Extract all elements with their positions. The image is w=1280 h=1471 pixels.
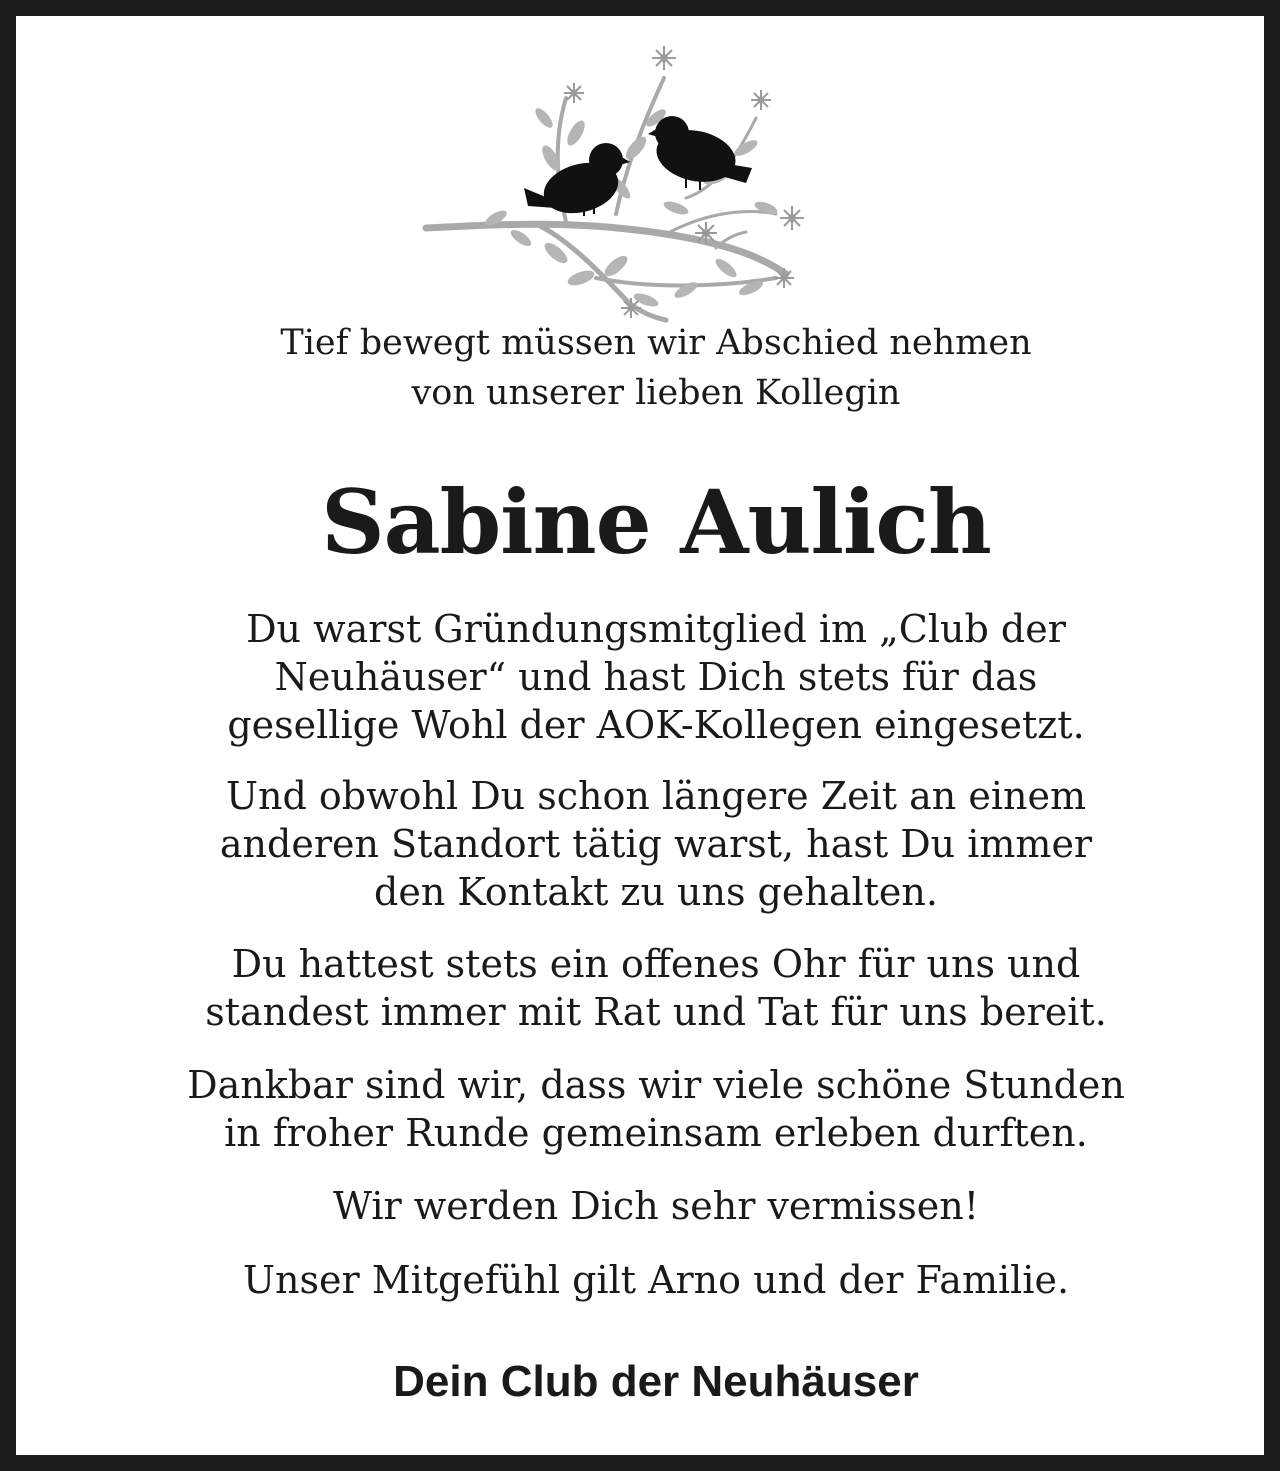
signature: Dein Club der Neuhäuser xyxy=(393,1357,919,1406)
paragraph-line: Wir werden Dich sehr vermissen! xyxy=(332,1184,980,1228)
paragraph-line: anderen Standort tätig warst, hast Du immer xyxy=(219,822,1093,866)
deceased-name: Sabine Aulich xyxy=(321,470,991,574)
paragraph-line: gesellige Wohl der AOK-Kollegen eingesetzt. xyxy=(227,703,1085,747)
paragraph xyxy=(56,1182,1256,1230)
paragraph-line: Dankbar sind wir, dass wir viele schöne Stunden xyxy=(187,1063,1125,1107)
paragraph xyxy=(56,605,1256,749)
paragraph-line: den Kontakt zu uns gehalten. xyxy=(374,870,938,914)
intro-text xyxy=(56,318,1256,418)
paragraph-line: Und obwohl Du schon längere Zeit an einem xyxy=(226,774,1086,818)
intro-line: Tief bewegt müssen wir Abschied nehmen xyxy=(280,323,1032,363)
paragraph-line: standest immer mit Rat und Tat für uns bereit. xyxy=(205,990,1107,1034)
paragraph-line: in froher Runde gemeinsam erleben durften. xyxy=(224,1111,1088,1155)
birds-on-branch-icon xyxy=(416,38,826,328)
paragraph xyxy=(56,772,1256,916)
intro-line: von unserer lieben Kollegin xyxy=(411,373,901,413)
paragraph-line: Unser Mitgefühl gilt Arno und der Familie. xyxy=(242,1258,1070,1302)
paragraph-line: Neuhäuser“ und hast Dich stets für das xyxy=(274,655,1038,699)
paragraph-line: Du warst Gründungsmitglied im „Club der xyxy=(246,607,1066,651)
paragraph xyxy=(56,1256,1256,1304)
paragraph xyxy=(56,1061,1256,1157)
paragraph-line: Du hattest stets ein offenes Ohr für uns und xyxy=(231,942,1081,986)
paragraph xyxy=(56,940,1256,1036)
